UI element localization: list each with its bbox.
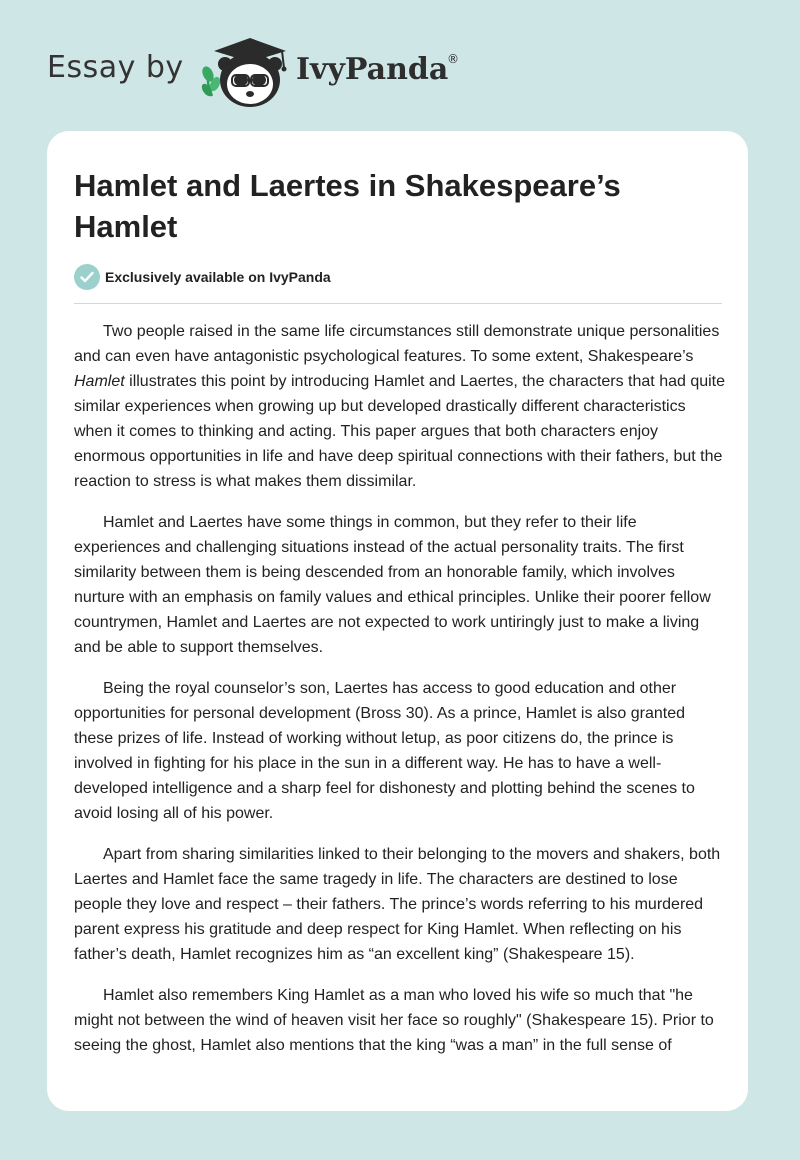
- paragraph-1-italic-title: Hamlet: [74, 373, 125, 390]
- exclusive-badge-label: Exclusively available on IvyPanda: [105, 269, 331, 285]
- paragraph-1: [74, 319, 726, 494]
- paragraph-2: Hamlet and Laertes have some things in common, but they refer to their life experiences and challenging situations instead of the actual personality traits. The first similarity between them is being descended from an honorable family, which involves nurture with an emphasis on family values and ethical principles. Unlike their poorer fellow countrymen, Hamlet and Laertes are not expected to work untiringly just to make a living and be able to support themselves.: [74, 514, 711, 656]
- panda-graduate-logo-icon: [198, 34, 294, 110]
- check-circle-icon: [74, 264, 100, 290]
- essay-body: [74, 319, 726, 1074]
- paragraph-4: Apart from sharing similarities linked to their belonging to the movers and shakers, both Laertes and Hamlet face the same tragedy in life. The characters are destined to lose people they love and respect – their fathers. The prince’s words referring to his murdered parent express his gratitude and deep respect for King Hamlet. When reflecting on his father’s death, Hamlet recognizes him as “an excellent king” (Shakespeare 15).: [74, 846, 721, 963]
- essay-card: [47, 131, 748, 1111]
- essay-title: Hamlet and Laertes in Shakespeare’s Hamlet: [74, 168, 621, 244]
- paragraph-3: Being the royal counselor’s son, Laertes has access to good education and other opportunities for personal development (Bross 30). As a prince, Hamlet is also granted these prizes of life. Instead of working without letup, as poor citizens do, the prince is involved in fighting for his place in the sun in a different way. He has to have a well-developed intelligence and a sharp feel for dishonesty and plotting behind the scenes to avoid losing all of his power.: [74, 680, 695, 822]
- paragraph-1-text-before: Two people raised in the same life circumstances still demonstrate unique personalities and can even have antagonistic psychological features. To some extent, Shakespeare’s: [74, 323, 720, 365]
- registered-mark: ®: [447, 52, 459, 66]
- paragraph-1-text-after: illustrates this point by introducing Hamlet and Laertes, the characters that had quite similar experiences when growing up but developed drastically different characteristics when it comes to thinking and acting. This paper argues that both characters enjoy enormous opportunities in life and have deep spiritual connections with their fathers, but the reaction to stress is what makes them dissimilar.: [74, 373, 726, 490]
- paragraph-5: Hamlet also remembers King Hamlet as a man who loved his wife so much that "he might not between the wind of heaven visit her face so roughly" (Shakespeare 15). Prior to seeing the ghost, Hamlet also mentions that the king “was a man” in the full sense of: [74, 987, 714, 1054]
- essay-by-label: Essay by: [47, 50, 184, 85]
- site-header: [0, 0, 800, 125]
- divider: [74, 303, 722, 304]
- ivypanda-wordmark[interactable]: IvyPanda: [296, 52, 449, 87]
